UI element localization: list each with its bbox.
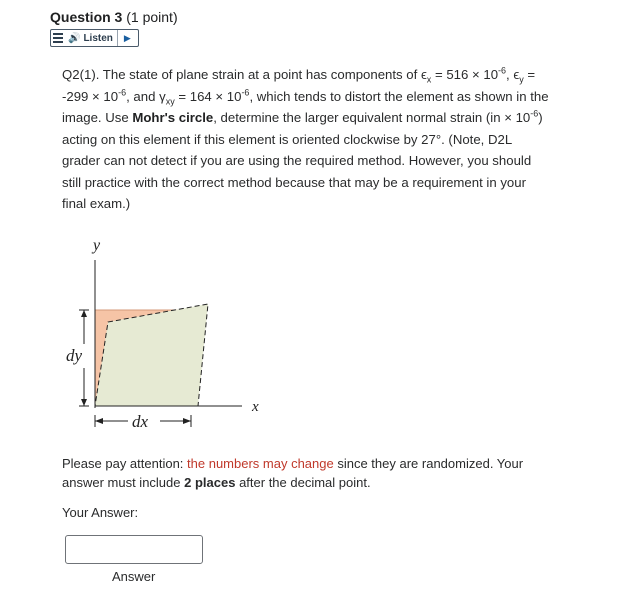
dy-label: dy — [66, 346, 83, 365]
speaker-icon: 🔊 — [68, 32, 81, 44]
play-icon[interactable]: ▶ — [123, 32, 131, 43]
dx-label: dx — [132, 412, 149, 431]
listen-toolbar — [50, 29, 139, 47]
randomized-note: Please pay attention: the numbers may change since they are randomized. Your answer must include 2 places after the decimal point. — [62, 456, 524, 490]
method-name: Mohr's circle — [132, 110, 214, 125]
strain-element-diagram — [60, 230, 280, 440]
x-axis-label: x — [252, 399, 259, 415]
menu-icon[interactable] — [53, 32, 64, 44]
question-number: Question 3 — [50, 9, 123, 25]
answer-input[interactable] — [65, 535, 203, 564]
answer-field-label: Answer — [112, 569, 156, 584]
question-text: Q2(1). The state of plane strain at a point has components of $\epsilon_x = 516 \times 10^{-6}$, $\epsilon_y = -299 \times 10^{-6}$, and $\gamma_{xy} = 164 \times 10^{-6}$, which tends to distort the element as shown in the image. Use Mohr's circle, determine the larger equivalent normal strain $(in \times 10^{-6})$ acting on this element if this element is oriented clockwise by 27°. (Note, D2L grader can not detect if you are using the required method. However, you should still practice with the correct method because that may be a requirement in your final exam.) — [62, 65, 549, 211]
your-answer-prompt: Your Answer: — [62, 505, 139, 520]
listen-button[interactable] — [68, 30, 118, 46]
listen-label: Listen — [83, 32, 113, 44]
y-axis-label: y — [93, 237, 101, 254]
question-header — [50, 9, 178, 25]
question-points: (1 point) — [126, 9, 178, 25]
